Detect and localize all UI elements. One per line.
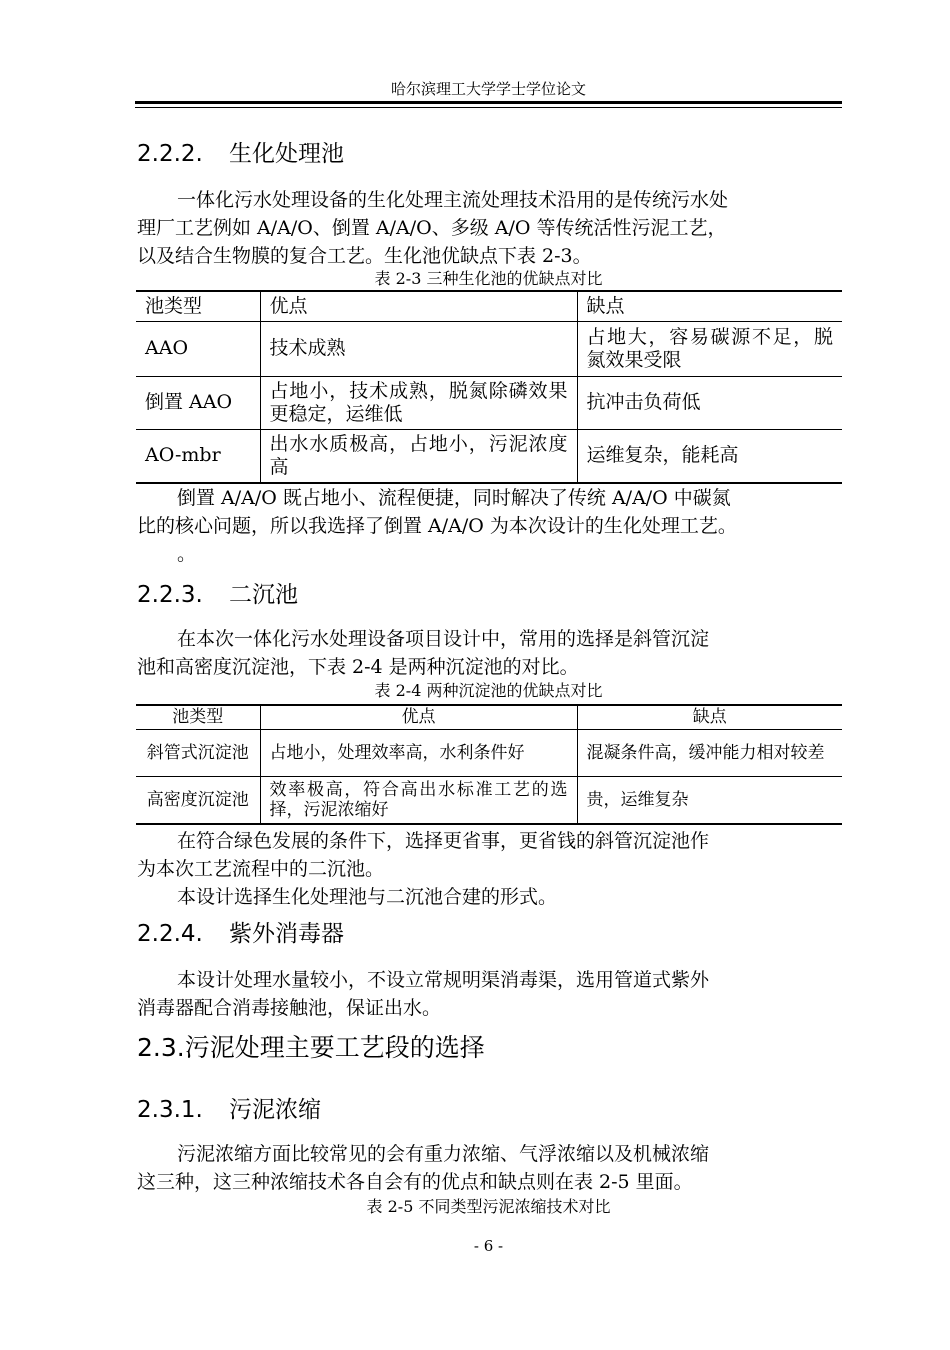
paragraph-line: 本设计处理水量较小，不设立常规明渠消毒渠，选用管道式紫外 [177,969,710,991]
heading-2-2-4 [137,920,344,948]
table-header-cell: 池类型 [136,705,260,729]
paragraph-2-2-3-conclusion [137,827,841,911]
table-header-cell: 优点 [260,705,577,729]
heading-number: 2.2.2. [137,141,203,167]
table-2-4-caption: 表 2-4 两种沉淀池的优缺点对比 [374,681,603,700]
paragraph-line: 这三种，这三种浓缩技术各自会有的优点和缺点则在表 2-5 里面。 [137,1171,693,1193]
table-row [136,729,842,776]
table-row [136,776,842,824]
paragraph-2-2-4 [137,966,841,1022]
paragraph-line: 一体化污水处理设备的生化处理主流处理技术沿用的是传统污水处 [177,189,729,211]
table-row [136,321,842,376]
heading-title: 生化处理池 [229,141,344,167]
page-number: - 6 - [473,1237,504,1255]
table-2-3 [136,290,842,484]
table-2-4 [136,704,842,825]
table-cell: 斜管式沉淀池 [136,729,260,776]
header-rule-thick [135,101,842,104]
heading-title: 污泥处理主要工艺段的选择 [184,1033,485,1062]
heading-number: 2.2.3. [137,582,203,608]
paragraph-line: 池和高密度沉淀池，下表 2-4 是两种沉淀池的对比。 [137,656,579,678]
table-header-cell: 缺点 [577,705,842,729]
paragraph-2-3-1 [137,1140,841,1196]
header-rule-thin [135,107,842,108]
table-header-cell: 池类型 [136,291,260,321]
heading-2-3 [137,1033,485,1063]
heading-number: 2.3.1. [137,1097,203,1123]
paragraph-line: 在本次一体化污水处理设备项目设计中，常用的选择是斜管沉淀 [177,628,710,650]
table-2-5-caption: 表 2-5 不同类型污泥浓缩技术对比 [366,1197,611,1216]
paragraph-line: 。 [177,543,197,565]
table-cell: 占地小，技术成熟，脱氮除磷效果更稳定，运维低 [260,376,577,429]
table-cell: 抗冲击负荷低 [577,376,842,429]
table-cell: 混凝条件高，缓冲能力相对较差 [577,729,842,776]
table-cell: 效率极高，符合高出水标准工艺的选择，污泥浓缩好 [260,776,577,824]
paragraph-line: 倒置 A/A/O 既占地小、流程便捷，同时解决了传统 A/A/O 中碳氮 [177,487,731,509]
table-cell: AAO [136,321,260,376]
heading-title: 紫外消毒器 [229,921,344,947]
paragraph-2-2-3-intro [137,625,841,681]
paragraph-2-2-2-conclusion [137,484,841,568]
paragraph-line: 比的核心问题，所以我选择了倒置 A/A/O 为本次设计的生化处理工艺。 [137,515,737,537]
running-header: 哈尔滨理工大学学士学位论文 [390,80,586,98]
paragraph-line: 本设计选择生化处理池与二沉池合建的形式。 [177,886,558,908]
paragraph-line: 消毒器配合消毒接触池，保证出水。 [137,997,442,1019]
table-cell: 高密度沉淀池 [136,776,260,824]
table-header-row [136,291,842,321]
paragraph-line: 为本次工艺流程中的二沉池。 [137,858,385,880]
heading-2-2-3 [137,581,298,609]
heading-number: 2.3. [137,1033,185,1062]
paragraph-2-2-2-intro [137,186,841,270]
table-cell: 技术成熟 [260,321,577,376]
table-row [136,429,842,483]
paragraph-line: 以及结合生物膜的复合工艺。生化池优缺点下表 2-3。 [137,245,592,267]
table-cell: 运维复杂，能耗高 [577,429,842,483]
table-cell: AO-mbr [136,429,260,483]
heading-title: 二沉池 [229,582,298,608]
table-cell: 占地小，处理效率高，水利条件好 [260,729,577,776]
table-header-cell: 缺点 [577,291,842,321]
table-header-row [136,705,842,729]
table-header-cell: 优点 [260,291,577,321]
paragraph-line: 在符合绿色发展的条件下，选择更省事，更省钱的斜管沉淀池作 [177,830,710,852]
table-cell: 占地大，容易碳源不足，脱氮效果受限 [577,321,842,376]
heading-2-3-1 [137,1096,321,1124]
table-cell: 出水水质极高，占地小，污泥浓度高 [260,429,577,483]
table-cell: 贵，运维复杂 [577,776,842,824]
table-2-3-caption: 表 2-3 三种生化池的优缺点对比 [374,269,603,288]
heading-number: 2.2.4. [137,921,203,947]
heading-2-2-2 [137,140,344,168]
table-row [136,376,842,429]
paragraph-line: 理厂工艺例如 A/A/O、倒置 A/A/O、多级 A/O 等传统活性污泥工艺， [137,217,727,239]
heading-title: 污泥浓缩 [229,1097,321,1123]
table-cell: 倒置 AAO [136,376,260,429]
paragraph-line: 污泥浓缩方面比较常见的会有重力浓缩、气浮浓缩以及机械浓缩 [177,1143,710,1165]
